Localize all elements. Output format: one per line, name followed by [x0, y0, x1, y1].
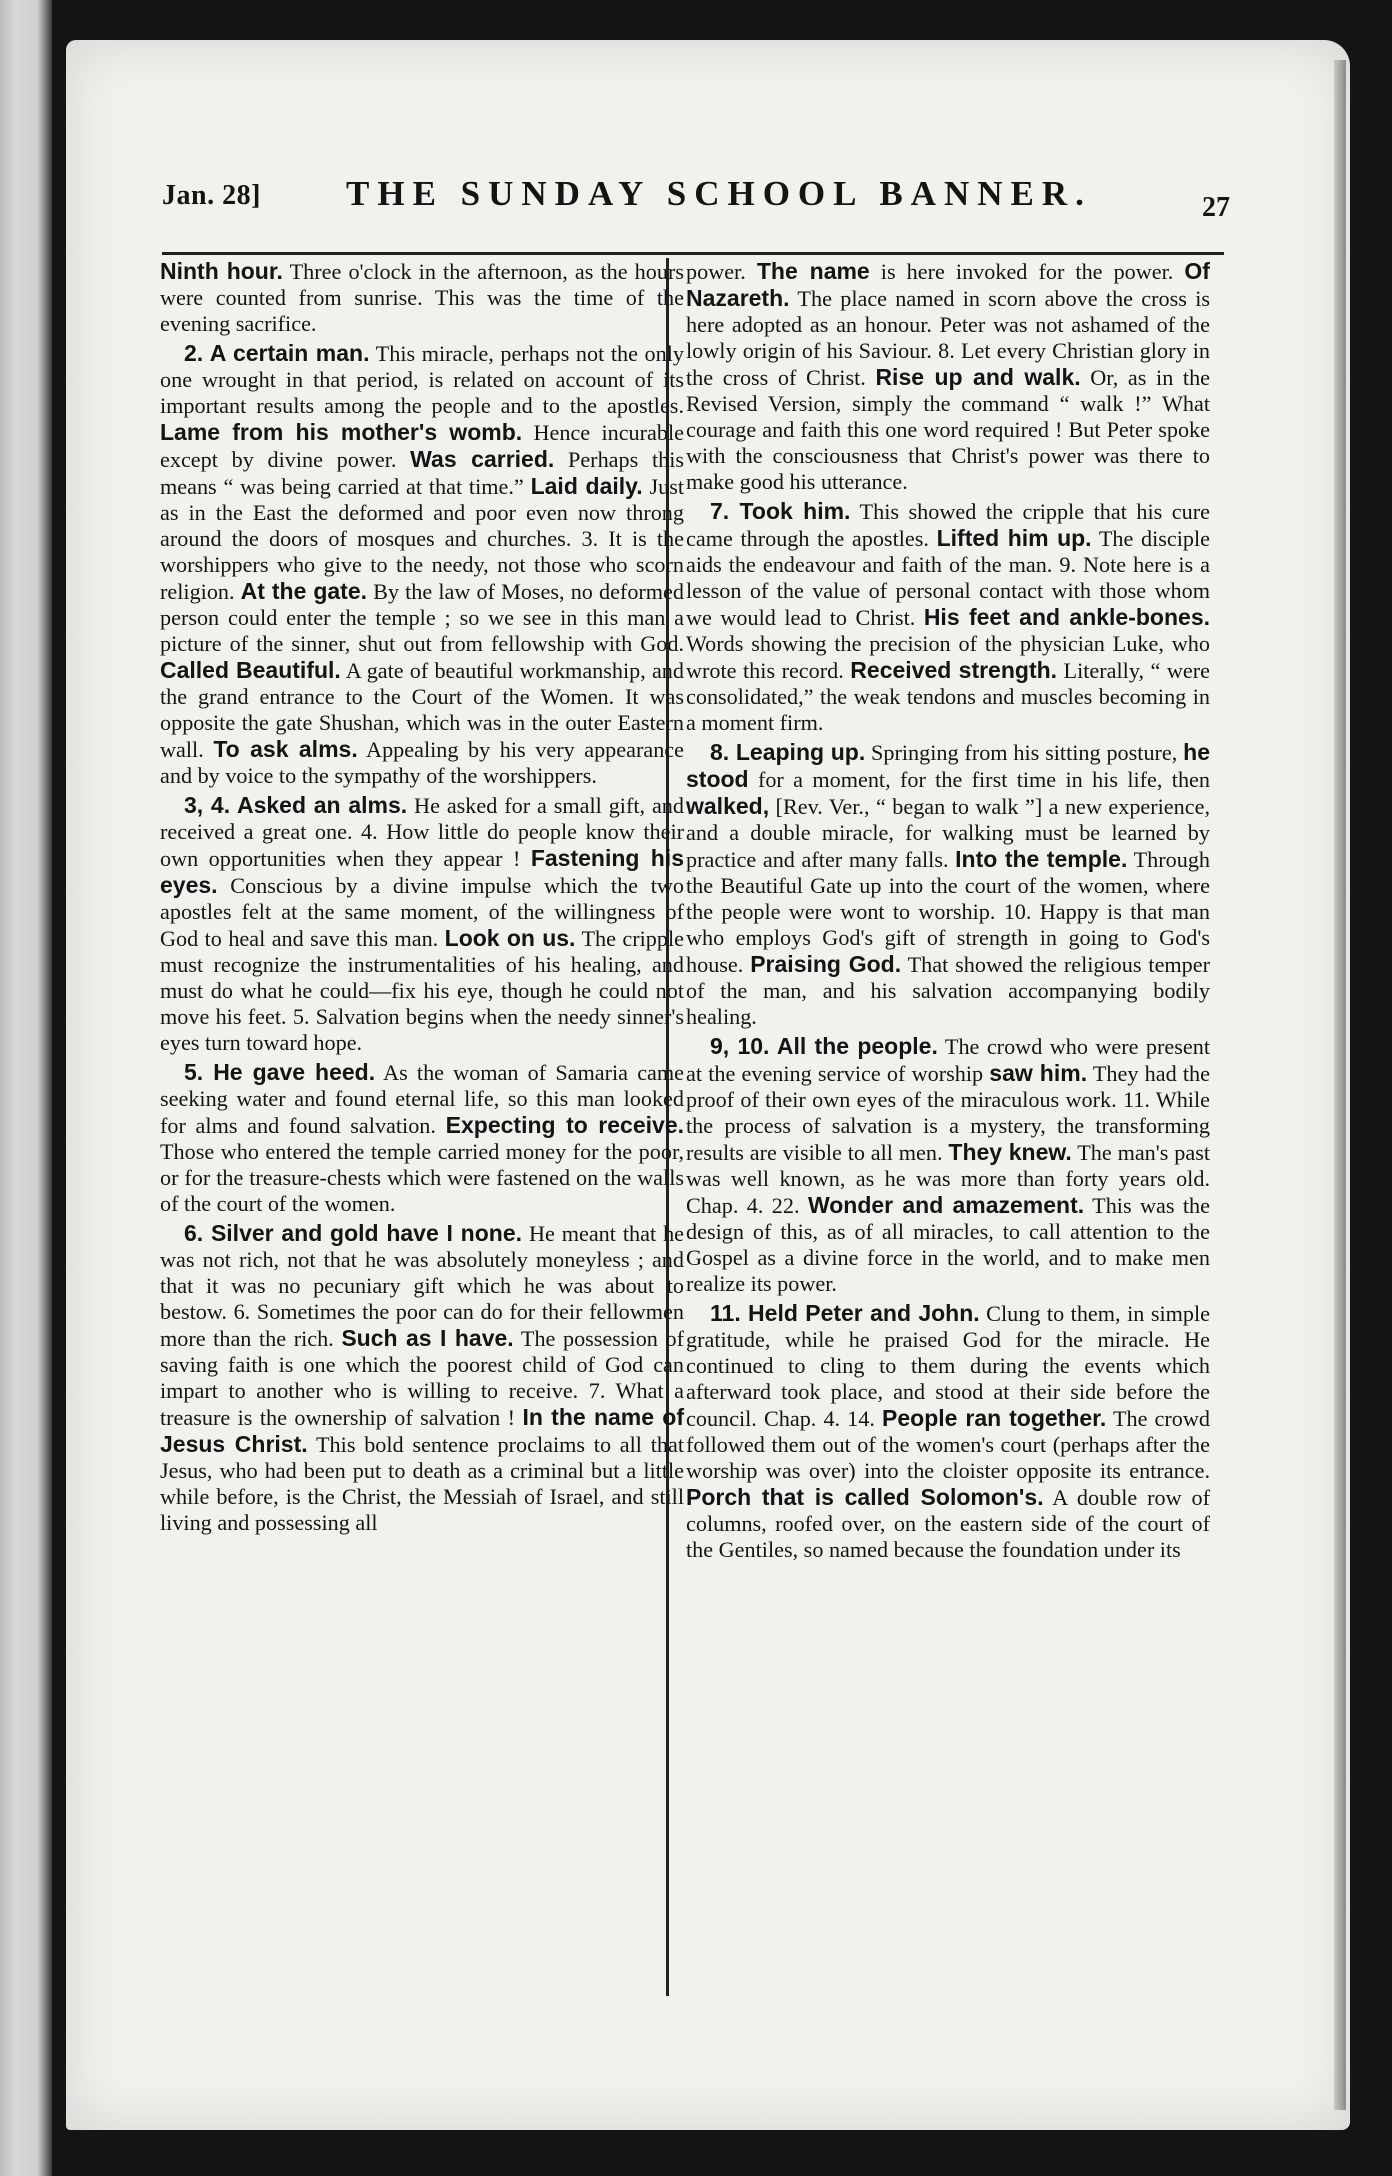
keyword-heading: Received strength.: [850, 657, 1058, 683]
header-date: Jan. 28]: [162, 180, 261, 211]
keyword-heading: Praising God.: [750, 951, 902, 977]
keyword-heading: Rise up and walk.: [875, 364, 1081, 390]
body-text: Conscious by a divine impulse which the two apostles felt at the same moment, of the willingness of God to heal and save this man.: [160, 873, 684, 951]
keyword-heading: To ask alms.: [213, 736, 358, 762]
body-text: Those who entered the temple carried money for the poor, or for the treasure-chests which were fastened on the walls of the court of the women.: [160, 1139, 684, 1216]
paragraph: [160, 340, 684, 789]
paragraph: [160, 792, 684, 1056]
keyword-heading: 8. Leaping up.: [710, 739, 866, 765]
keyword-heading: Laid daily.: [530, 473, 643, 499]
body-text: for a moment, for the first time in his life, then: [748, 767, 1210, 792]
header-title: THE SUNDAY SCHOOL BANNER.: [346, 174, 1092, 213]
body-text: He meant that he was not rich, not that he was absolutely moneyless ; and that it was no pecuniary gift which he was about to bestow. 6. Sometimes the poor can do for their fellowmen more than the rich.: [160, 1221, 685, 1351]
keyword-heading: People ran together.: [882, 1405, 1107, 1431]
previous-page-edge: [0, 0, 52, 2176]
body-text: The cripple must recognize the instrumentalities of his healing, and must do what he could—fix his eye, though he could not move his feet. 5. Salvation begins when the needy sinner's eyes turn toward hope.: [160, 926, 684, 1055]
body-text: The possession of saving faith is one which the poorest child of God can impart to another who is willing to receive. 7. What a treasure is the ownership of salvation !: [160, 1326, 684, 1430]
keyword-heading: 2. A certain man.: [184, 340, 370, 366]
body-text: The disciple aids the endeavour and faith of the man. 9. Note here is a lesson of the value of personal contact with those whom we would lead to Christ.: [686, 526, 1210, 630]
body-text: This showed the cripple that his cure came through the apostles.: [686, 499, 1210, 551]
keyword-heading: They knew.: [948, 1139, 1072, 1165]
keyword-heading: 5. He gave heed.: [184, 1059, 376, 1085]
keyword-heading: walked,: [686, 793, 770, 819]
paragraph: [160, 1059, 684, 1217]
keyword-heading: 3, 4. Asked an alms.: [184, 792, 408, 818]
body-text: The crowd who were present at the evening service of worship: [686, 1034, 1211, 1086]
body-text: A double row of columns, roofed over, on the eastern side of the court of the Gentiles, so named because the foundation under its: [686, 1485, 1210, 1562]
body-text: The man's past was well known, as he was more than forty years old. Chap. 4. 22.: [686, 1140, 1210, 1218]
body-text: is here invoked for the power.: [869, 259, 1185, 284]
keyword-heading: The name: [756, 258, 870, 284]
body-text: [Rev. Ver., “ began to walk ”] a new experience, and a double miracle, for walking must be learned by practice and after many falls.: [686, 794, 1210, 872]
body-text: Appealing by his very appearance and by voice to the sympathy of the worshippers.: [160, 737, 684, 788]
keyword-heading: In the name of Jesus Christ.: [160, 1404, 685, 1457]
body-text: Three o'clock in the afternoon, as the hours were counted from sunrise. This was the time of the evening sacrifice.: [160, 259, 684, 336]
right-column: [686, 258, 1210, 1563]
paragraph: [686, 739, 1210, 1030]
keyword-heading: Porch that is called Solomon's.: [686, 1484, 1044, 1510]
paragraph: [686, 1300, 1210, 1563]
body-text: The place named in scorn above the cross is here adopted as an honour. Peter was not ashamed of the lowly origin of his Saviour. 8. Let every Christian glory in the cross of Christ.: [686, 286, 1210, 390]
page-stack-edge: [1334, 60, 1346, 2110]
keyword-heading: Of Nazareth.: [686, 258, 1210, 311]
keyword-heading: 9, 10. All the people.: [710, 1033, 938, 1059]
keyword-heading: Ninth hour.: [160, 258, 283, 284]
body-text: Literally, “ were consolidated,” the weak tendons and muscles becoming in a moment firm.: [686, 658, 1210, 735]
body-text: This miracle, perhaps not the only one wrought in that period, is related on account of its important results among the people and to the apostles.: [160, 341, 684, 418]
body-text: Springing from his sitting posture,: [865, 740, 1184, 765]
running-header: [162, 168, 1230, 228]
keyword-heading: Lame from his mother's womb.: [160, 419, 523, 445]
keyword-heading: Wonder and amazement.: [807, 1192, 1085, 1218]
body-text: A gate of beautiful workmanship, and the grand entrance to the Court of the Women. It was opposite the gate Shushan, which was in the outer Eastern wall.: [160, 658, 684, 762]
keyword-heading: Expecting to receive.: [445, 1112, 684, 1138]
body-text: As the woman of Samaria came seeking water and found eternal life, so this man looked for alms and found salvation.: [160, 1060, 684, 1138]
body-text: Just as in the East the deformed and poor even now throng around the doors of mosques and churches. 3. It is the worshippers who give to the needy, not those who scorn religion.: [160, 474, 684, 604]
body-text: That showed the religious temper of the man, and his salvation accompanying bodily healing.: [686, 952, 1211, 1029]
body-text: This bold sentence proclaims to all that Jesus, who had been put to death as a criminal but a little while before, is the Christ, the Messiah of Israel, and still living and possessing all: [160, 1432, 684, 1535]
body-text: He asked for a small gift, and received a great one. 4. How little do people know their own opportunities when they appear !: [160, 793, 684, 871]
keyword-heading: Called Beautiful.: [160, 657, 341, 683]
body-text: This was the design of this, as of all miracles, to call attention to the Gospel as a divine force in the world, and to make men realize its power.: [686, 1193, 1210, 1296]
body-text: Or, as in the Revised Version, simply the command “ walk !” What courage and faith this one word required ! But Peter spoke with the consciousness that Christ's power was there to make good his utterance.: [686, 365, 1211, 494]
paragraph: [686, 258, 1210, 495]
paragraph: [160, 258, 684, 337]
keyword-heading: At the gate.: [240, 578, 368, 604]
keyword-heading: Look on us.: [444, 925, 576, 951]
body-text: power.: [686, 259, 757, 284]
paragraph: [686, 498, 1210, 736]
keyword-heading: 7. Took him.: [710, 498, 851, 524]
keyword-heading: Was carried.: [410, 446, 555, 472]
body-text: The crowd followed them out of the women's court (perhaps after the worship was over) into the cloister opposite its entrance.: [686, 1406, 1210, 1483]
keyword-heading: he stood: [686, 739, 1211, 792]
paragraph: [160, 1220, 684, 1536]
paragraph: [686, 1033, 1210, 1297]
keyword-heading: 6. Silver and gold have I none.: [184, 1220, 523, 1246]
body-text: Clung to them, in simple gratitude, while he praised God for the miracle. He continued to cling to them during the events which afterward took place, and stood at their side before the council. Chap. 4. 14.: [686, 1301, 1210, 1431]
body-text: They had the proof of their own eyes of the miraculous work. 11. While the process of salvation is a mystery, the transforming results are visible to all men.: [686, 1061, 1210, 1165]
body-text: Perhaps this means “ was being carried at that time.”: [160, 447, 685, 499]
keyword-heading: Such as I have.: [341, 1325, 514, 1351]
header-rule: [162, 252, 1224, 255]
body-text: By the law of Moses, no deformed person could enter the temple ; so we see in this man a picture of the sinner, shut out from fellowship with God.: [160, 579, 684, 656]
body-text: Hence incurable except by divine power.: [160, 420, 684, 472]
left-column: [160, 258, 684, 1536]
keyword-heading: 11. Held Peter and John.: [710, 1300, 980, 1326]
body-text: Words showing the precision of the physician Luke, who wrote this record.: [686, 631, 1210, 683]
keyword-heading: His feet and ankle-bones.: [923, 604, 1210, 630]
keyword-heading: Fastening his eyes.: [160, 845, 684, 898]
keyword-heading: Into the temple.: [955, 846, 1128, 872]
page-number: 27: [1202, 192, 1230, 223]
body-text: Through the Beautiful Gate up into the court of the women, where the people were wont to worship. 10. Happy is that man who employs God's gift of strength in going to God's house.: [686, 847, 1211, 977]
keyword-heading: saw him.: [989, 1060, 1088, 1086]
keyword-heading: Lifted him up.: [936, 525, 1092, 551]
